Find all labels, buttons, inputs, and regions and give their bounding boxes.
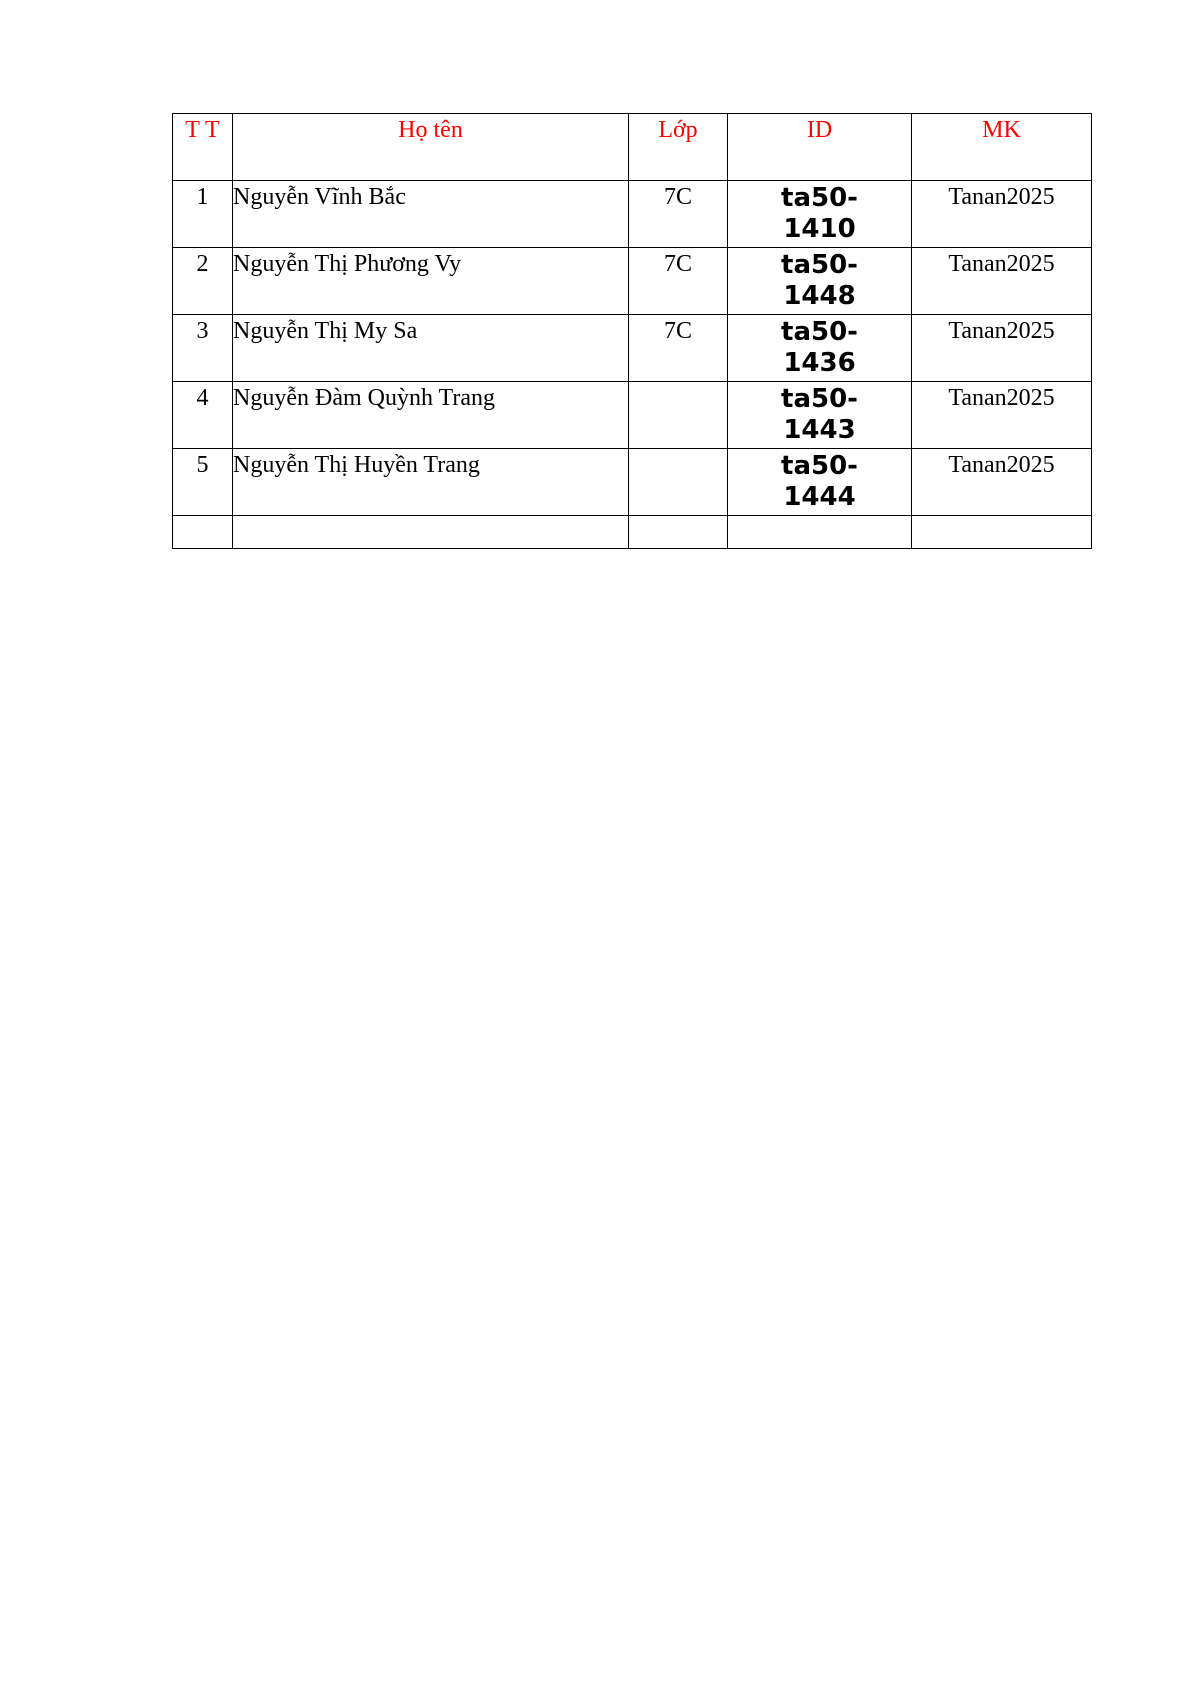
student-password: Tanan2025	[912, 248, 1092, 315]
table-row	[173, 382, 1092, 449]
header-name: Họ tên	[233, 114, 629, 181]
student-id-cell	[728, 315, 912, 382]
student-class: 7C	[629, 181, 728, 248]
student-name: Nguyễn Thị Huyền Trang	[233, 449, 629, 516]
student-class: 7C	[629, 248, 728, 315]
header-password: MK	[912, 114, 1092, 181]
student-name: Nguyễn Vĩnh Bắc	[233, 181, 629, 248]
student-id-cell	[728, 181, 912, 248]
row-number: 4	[173, 382, 233, 449]
student-account-table	[172, 113, 1092, 549]
student-name: Nguyễn Đàm Quỳnh Trang	[233, 382, 629, 449]
empty-cell	[233, 516, 629, 549]
header-tt: T T	[173, 114, 233, 181]
empty-cell	[629, 516, 728, 549]
student-name: Nguyễn Thị Phương Vy	[233, 248, 629, 315]
student-name: Nguyễn Thị My Sa	[233, 315, 629, 382]
table-row	[173, 315, 1092, 382]
row-number: 5	[173, 449, 233, 516]
student-id: ta50-1448	[779, 250, 861, 312]
student-class	[629, 449, 728, 516]
header-class: Lớp	[629, 114, 728, 181]
student-class: 7C	[629, 315, 728, 382]
student-password: Tanan2025	[912, 315, 1092, 382]
empty-cell	[173, 516, 233, 549]
student-id: ta50-1436	[779, 317, 861, 379]
table-row	[173, 181, 1092, 248]
row-number: 3	[173, 315, 233, 382]
header-id: ID	[728, 114, 912, 181]
student-id-cell	[728, 382, 912, 449]
student-password: Tanan2025	[912, 449, 1092, 516]
table-row	[173, 248, 1092, 315]
table-row	[173, 449, 1092, 516]
row-number: 2	[173, 248, 233, 315]
student-id-cell	[728, 248, 912, 315]
student-password: Tanan2025	[912, 181, 1092, 248]
student-id: ta50-1443	[779, 384, 861, 446]
empty-table-row	[173, 516, 1092, 549]
student-class	[629, 382, 728, 449]
empty-cell	[728, 516, 912, 549]
table-header-row	[173, 114, 1092, 181]
student-id: ta50-1410	[779, 183, 861, 245]
student-password: Tanan2025	[912, 382, 1092, 449]
student-id: ta50-1444	[779, 451, 861, 513]
row-number: 1	[173, 181, 233, 248]
empty-cell	[912, 516, 1092, 549]
student-id-cell	[728, 449, 912, 516]
